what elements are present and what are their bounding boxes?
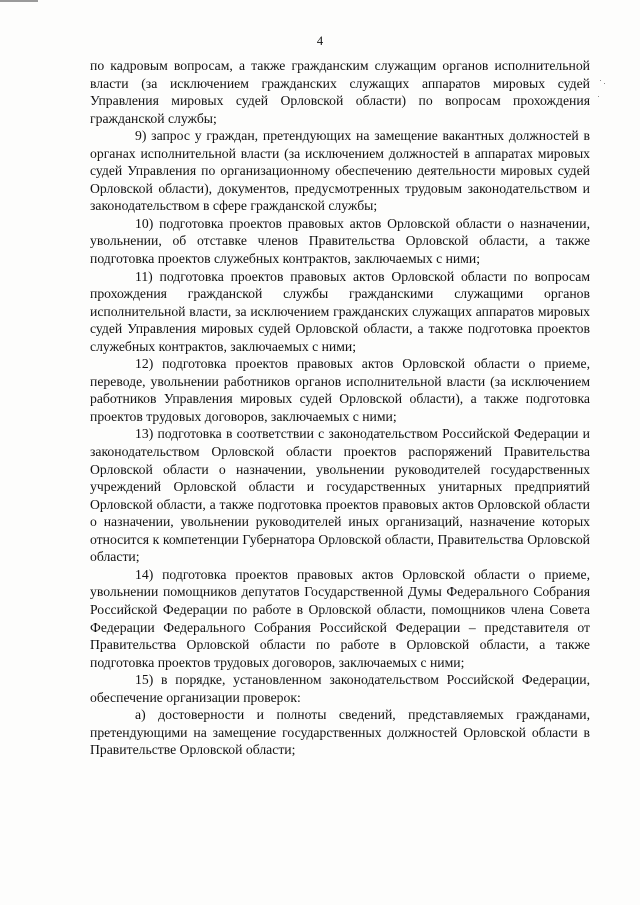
paragraph-continuation: по кадровым вопросам, а также гражданским служащим органов исполнительной власти (за исключением гражданских служащих аппаратов мировых судей Управления мировых судей Орловской области) по вопросам прохождения гражданской службы; <box>90 58 590 126</box>
scan-artifact <box>0 0 38 2</box>
scan-speck <box>600 80 601 81</box>
paragraph-item-9: 9) запрос у граждан, претендующих на замещение вакантных должностей в органах исполнительной власти (за исключением должностей в аппаратах мировых судей Управления по организационному обеспечению деятельности мировых судей Орловской области), документов, предусмотренных трудовым законодательством и законодательством в сфере гражданской службы; <box>90 128 590 214</box>
paragraph-item-15: 15) в порядке, установленном законодательством Российской Федерации, обеспечение организации проверок: <box>90 672 590 705</box>
scan-speck <box>604 83 605 84</box>
paragraph-item-15a: а) достоверности и полноты сведений, представляемых гражданами, претендующими на замещение государственных должностей Орловской области в Правительстве Орловской области; <box>90 707 590 758</box>
paragraph-item-11: 11) подготовка проектов правовых актов Орловской области по вопросам прохождения гражданской службы гражданскими служащими органов исполнительной власти, за исключением гражданских служащих аппаратов мировых судей Управления мировых судей Орловской области, а также подготовка проектов служебных контрактов, заключаемых с ними; <box>90 268 590 354</box>
paragraph-item-10: 10) подготовка проектов правовых актов Орловской области о назначении, увольнении, об отставке членов Правительства Орловской области, а также подготовка проектов служебных контрактов, заключаемых с ними; <box>90 215 590 267</box>
paragraph-item-14: 14) подготовка проектов правовых актов Орловской области о приеме, увольнении помощников депутатов Государственной Думы Федерального Собрания Российской Федерации по работе в Орловской области, помощников члена Совета Федерации Федерального Собрания Российской Федерации – представителя от Правительства Орловской области по работе в Орловской области, а также подготовка проектов трудовых договоров, заключаемых с ними; <box>90 566 590 670</box>
paragraph-item-12: 12) подготовка проектов правовых актов Орловской области о приеме, переводе, увольнении работников органов исполнительной власти (за исключением работников Управления мировых судей Орловской области), а также подготовка проектов трудовых договоров, заключаемых с ними; <box>90 356 590 424</box>
page-number: 4 <box>316 34 324 48</box>
scan-speck <box>598 96 599 97</box>
paragraph-item-13: 13) подготовка в соответствии с законодательством Российской Федерации и законодательством Орловской области проектов распоряжений Правительства Орловской области о назначении, увольнении руководителей государственных учреждений Орловской области и государственных унитарных предприятий Орловской области, а также подготовка проектов правовых актов Орловской области о назначении, увольнении руководителей иных организаций, назначение которых относится к компетенции Губернатора Орловской области, Правительства Орловской области; <box>90 426 590 565</box>
document-body <box>90 57 590 759</box>
